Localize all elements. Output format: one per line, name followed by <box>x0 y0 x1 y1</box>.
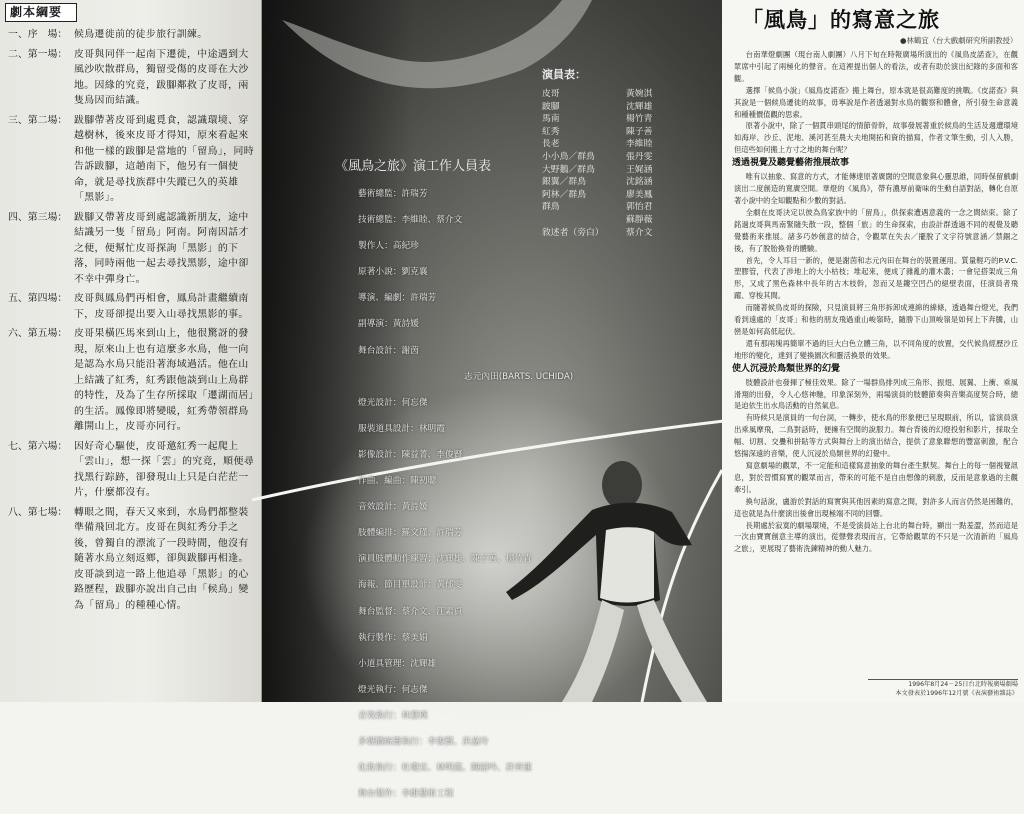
cast-row <box>542 176 702 189</box>
article-paragraph: 換句話說，盧游於對話的寫實與其他因素的寫意之間，對許多人而言仍然是困難的，這也就是為什麼演出後會出現極端不同的回響。 <box>734 496 1018 518</box>
synopsis-item-label: 五、第四場： <box>8 293 68 304</box>
cast-actor: 蘇靜薇 <box>626 214 653 225</box>
cast-actor: 郭怡君 <box>626 202 653 213</box>
article-paragraph: 而隨著候鳥皮哥的探險，只見演員將三角形拆卸成連綿的線條，透過舞台燈光，我們看到遠處的「皮哥」和他的朋友飛過重山峻嶺時，隨勝下山頂峻嶺是如何上下奔騰，山巒是如何高低起伏。 <box>734 303 1018 336</box>
crew-row: 舞台製作：李維藝術工程 <box>358 789 454 800</box>
article-paragraph: 台南華燈劇團（現台南人劇團）八月下旬在時報廣場所演出的《風鳥皮諾查》，在觀眾席中引起了兩極化的聲音。在這裡提出個人的看法，或者有助於演出紀錄的多面和客觀。 <box>734 50 1018 83</box>
article-paragraph: 寫意劇場的觀眾，不一定能和這樣寫意抽象的舞台產生默契。舞台上的每一個視覺訊息，對於習慣寫實的觀眾而言，帶來的可能不是自由想像的刺激，反而是意象過的主觀牽引。 <box>734 461 1018 494</box>
synopsis-item <box>8 27 258 43</box>
synopsis-tag: 劇本綱要 <box>5 3 77 22</box>
synopsis-item-label: 四、第三場： <box>8 211 68 223</box>
synopsis-item-label: 一、序 場： <box>8 29 68 40</box>
article-title: 「風鳥」的寫意之旅 <box>742 7 940 32</box>
crew-row: 音效執行：林慧瑛 <box>358 710 428 721</box>
synopsis-item-label: 八、第七場： <box>8 506 68 518</box>
article-footer <box>868 679 1018 698</box>
cast-role: 銀翼／群鳥 <box>542 177 586 188</box>
cast-row <box>542 88 702 101</box>
cast-role: 大野鵝／群鳥 <box>542 164 595 175</box>
cast-actor: 李維睦 <box>626 139 653 150</box>
cast-row <box>542 126 702 139</box>
footer-line: 本文發表於1996年12月號《表演藝術雜誌》 <box>895 689 1018 697</box>
synopsis-column <box>0 0 262 702</box>
crew-row: 演員肢體動作練習：沈輝雄、陳子善、楊竹青 <box>358 554 532 565</box>
crew-row: 影像設計：陳益菁、李俊賢 <box>358 449 463 460</box>
crew-row: 化妝執行：杜瓊宜、林明霞、陳韶吟、許齊蓮 <box>358 763 532 774</box>
article-paragraph: 肢體設計也發揮了極佳效果。除了一場群鳥排列成三角形、振翅、展翼、上衝、乘風滑翔的出發，令人心悠神馳，印象深刻外，兩場演員的肢體節奏與音樂高度契合時，總是迫依生出水鳥活動的自然氣息。 <box>734 377 1018 411</box>
synopsis-item-text: 皮哥果橫匹馬來到山上，他很驚訝的發現，原來山上也有這麼多水鳥，他一向是認為水鳥只能沿著海域過活。他在山上結識了紅秀，紅秀跟他談到山上鳥群的特性，及為了生存所採取「遷湖而居」的生活。鳳像即將變暖，紅秀帶領群鳥離開山上，皮哥亦同行。 <box>74 328 255 432</box>
cast-actor: 楊竹青 <box>626 114 653 125</box>
cast-title: 演員表： <box>542 68 586 81</box>
crew-row: 燈光設計：何忘傑 <box>358 397 428 408</box>
cast-actor: 王娓涵 <box>626 164 653 175</box>
crew-row: 服裝道具設計：林明霞 <box>358 423 445 434</box>
cast-row <box>542 151 702 164</box>
article-paragraph: 原著小說中，除了一個貫串頭尾的情節骨幹，故事發展著重於候鳥的生活及週遭環境如海岸、沙丘、泥地、溪河甚至農大夫地開拓和資的描寫，作者文筆生動，引人入勝，但這些如何搬上方寸之地的舞台呢？ <box>734 121 1018 155</box>
crew-row: 製作人：高紀珍 <box>358 241 419 252</box>
article-column <box>722 0 1024 702</box>
synopsis-item <box>8 326 258 435</box>
crew-row: 舞台監督：蔡介文、江素貞 <box>358 606 463 617</box>
article-paragraph: 長期處於寂寞的劇場環境，不是受演員站上台北的舞台時，顯出一點羞澀，然而這是一次由寶寶創意主導的演出，從聲聲表現而言，它帶給觀眾的不只是一次清新的「風鳥之旅」，更展現了藝術洗鍊精神的動人魅力。 <box>734 520 1018 554</box>
crew-title: 《風鳥之旅》演工作人員表 <box>335 159 492 174</box>
cast-actor: 黃婉淇 <box>626 89 653 99</box>
synopsis-item-text: 跋腳又帶著皮哥到處認識新朋友，途中結識另一隻「留鳥」阿南。阿南因話才之便，便幫忙皮哥探詢「黑影」的下落，同時兩他一起去尋找黑影，途中卻不幸中彈身亡。 <box>74 211 249 285</box>
crew-row: 多媒體統籌執行：李俊賢、洪嘉玲 <box>358 736 489 747</box>
cast-role: 群鳥 <box>542 202 560 213</box>
article-author: ●林鶴宜（台大戲劇研究所副教授） <box>900 36 1018 45</box>
article-body <box>734 49 1018 555</box>
article-subheading: 透過視覺及聽覺藝術推展故事 <box>732 158 850 169</box>
synopsis-item-label: 三、第二場： <box>8 114 68 126</box>
cast-row <box>542 189 702 202</box>
crew-row: 志元內田(BARTS. UCHIDA) <box>464 371 574 382</box>
cast-role: 敘述者（旁白） <box>542 227 604 238</box>
cast-row <box>542 101 702 114</box>
synopsis-item-text: 因好奇心驅使，皮哥邀紅秀一起爬上「雲山」，想一探「雲」的究竟，順便尋找黑行踪跡，卻發現山上只是白茫茫一片，什麼都沒有。 <box>74 440 255 498</box>
cast-role: 馬南 <box>542 114 560 125</box>
article-subheading: 使人沉浸於鳥類世界的幻覺 <box>732 363 841 374</box>
cast-actor: 陳子善 <box>626 126 653 137</box>
synopsis-item-text: 候鳥遷徙前的徒步旅行訓練。 <box>74 29 208 40</box>
synopsis-item-text: 皮哥與鳳鳥們再相會，鳳鳥計畫繼續南下，皮哥卻提出要入山尋找黑影的事。 <box>74 293 249 320</box>
footer-line: 1996年8月24－25日台北時報廣場劇場 <box>908 681 1018 688</box>
cast-actor: 廖美鳳 <box>626 189 653 200</box>
cast-actor: 沈輝雄 <box>626 101 653 112</box>
crew-row: 肢體編排：羅文瑾、許瑞芳 <box>358 528 463 539</box>
article-paragraph: 唯有以抽象、寫意的方式，才能傳達原著廣闊的空間意象與心靈思維，同時保留戲劇演出二度創造的寬廣空間。華燈的《風鳥》，帶有濃厚前衛味的生動自語對話，轉化自原著小說中的全知觀點和少數的對話。 <box>734 172 1018 205</box>
cast-role: 紅秀 <box>542 126 560 137</box>
crew-row: 副導演：黃詩媛 <box>358 319 419 330</box>
cast-role: 皮哥 <box>542 89 560 99</box>
synopsis-item-text: 跋腳帶著皮哥到處覓食，認識環境、穿越樹林，後來皮哥才得知，原來看起來和他一樣的跋腳是當地的「留鳥」，同時告訴跋腳，這趟南下，他另有一個使命，就是尋找族群中失蹤已久的英雄「黑影」。 <box>74 114 255 203</box>
crew-row: 音效設計：黃詩媛 <box>358 502 428 513</box>
synopsis-list <box>8 27 258 617</box>
synopsis-item <box>8 505 258 614</box>
article-paragraph: 全劇在皮哥決定以彼為鳥家族中的「留鳥」，供探索遭遇意義的一念之間結束。除了銘過皮哥與馬南緊隨失散一段，整個「旅」的生命探索，由設計群透過不同的視覺及聽覺藝術來推展。諸多巧妙創意的結合，令觀眾在失去／擺脫了文字符號意涵／禁錮之後，有了脫胎換骨的體驗。 <box>734 207 1018 253</box>
article-paragraph: 有時候只是演員的一句台詞，一轉步，使水鳥的形象便已呈現眼前，所以，當演員演出乘風摩飛，二鳥對話時，便擁有空間的說服力。舞台背後的幻燈投射和影片，採取全幅、切割、交疊和拼貼等方式與舞台上的演出結合，提供了意象聯想的豐富刺激，配合悠揚深遠的音樂，使人沉浸於鳥類世界的幻覺中。 <box>734 413 1018 459</box>
cast-actor: 蔡介文 <box>626 227 653 238</box>
stage-photo <box>262 0 722 800</box>
crew-row: 舞台設計：謝茵 <box>358 345 419 356</box>
article-paragraph: 還有那兩塊再簡單不過的巨大白色立體三角，以不同角度的放置，交代候鳥經歷沙丘地形的變化，達到了變換園次和靈活換景的效果。 <box>734 338 1018 360</box>
synopsis-item <box>8 291 258 322</box>
cast-actor: 張丹雯 <box>626 151 653 162</box>
crew-row: 原著小說：劉克襄 <box>358 267 428 278</box>
cast-role: 小小鳥／群鳥 <box>542 151 595 162</box>
crew-row: 小道具管理：沈輝雄 <box>358 658 437 669</box>
synopsis-item <box>8 210 258 288</box>
crew-row: 海報、節目單設計：黃郁雯 <box>358 580 463 591</box>
cast-row <box>542 214 702 227</box>
cast-row <box>542 164 702 177</box>
crew-row: 導演、編劇：許瑞芳 <box>358 293 437 304</box>
synopsis-item <box>8 113 258 206</box>
synopsis-item-text: 轉眼之間，春天又來到，水鳥們都整裝準備飛回北方。皮哥在與紅秀分手之後，曾獨自的漂流了一段時間，他沒有隨著水鳥立刻返鄉，卻與跋腳再相逢。皮哥談到這一路上他追尋「黑影」的心路歷程，跋腳亦說出自己由「候鳥」變為「留鳥」的種種心情。 <box>74 506 249 611</box>
synopsis-item-label: 二、第一場： <box>8 48 68 60</box>
article-paragraph: 選擇「候鳥小說」《風鳥皮諾查》搬上舞台，原本就是很高難度的挑戰。《皮諾查》與其說是一個候鳥遷徙的故事，毋寧說是作者透過對水鳥的觀察和體會，所引發生命意義和種種價值觀的思索。 <box>734 85 1018 119</box>
crew-row: 燈光執行：何志傑 <box>358 684 428 695</box>
cast-role: 跛腳 <box>542 101 560 112</box>
crew-row: 作曲、編曲：陳初聰 <box>358 476 437 487</box>
cast-list <box>542 66 702 239</box>
cast-role: 長老 <box>542 139 560 150</box>
cast-role <box>542 214 626 227</box>
article-paragraph: 首先，令人耳目一新的，便是謝茵和志元內田在舞台的裝置運用。質量輕巧的P.V.C.塑膠管，代表了涉地上的大小枯枝；堆起來，便成了雜亂的灌木叢；一會兒搭架成三角形，又成了黑色森林中長年的古木枝幹，忽而又是鏤空凹凸的絕壁表面，任演員者飛躍、穿梭其間。 <box>734 255 1018 301</box>
cast-row <box>542 227 702 240</box>
synopsis-item <box>8 439 258 501</box>
crew-list <box>332 155 652 814</box>
cast-row <box>542 201 702 214</box>
cast-role: 阿林／群鳥 <box>542 189 586 200</box>
cast-row <box>542 113 702 126</box>
synopsis-item-text: 皮哥與同伴一起南下遷徙，中途遇到大風沙吹散群鳥，獨留受傷的皮哥在大沙地。因緣的究竟，跋腳鄰救了皮哥，兩隻鳥因而結識。 <box>74 48 249 106</box>
cast-actor: 沈銘涵 <box>626 177 653 188</box>
cast-row <box>542 138 702 151</box>
crew-row: 執行製作：蔡美娟 <box>358 632 428 643</box>
synopsis-item-label: 七、第六場： <box>8 440 68 452</box>
crew-row: 技術總監：李維睦、蔡介文 <box>358 215 463 226</box>
crew-row: 藝術總監：許瑞芳 <box>358 189 428 199</box>
synopsis-item <box>8 47 258 109</box>
synopsis-item-label: 六、第五場： <box>8 328 68 339</box>
